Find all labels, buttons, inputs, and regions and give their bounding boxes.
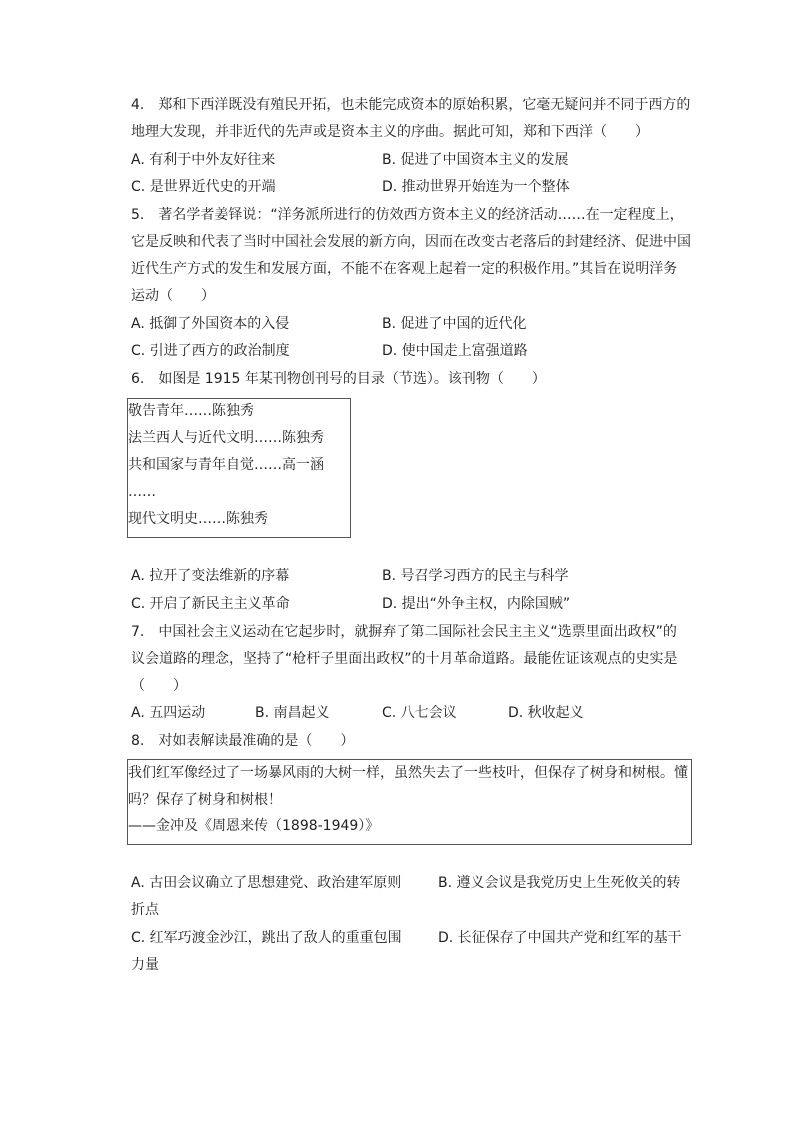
q7-option-b: B. 南昌起义 bbox=[255, 705, 330, 721]
q7-stem-line-1: 7. 中国社会主义运动在它起步时，就摒弃了第二国际社会民主主义“选票里面出政权”的 bbox=[131, 624, 677, 640]
q8-quote-line: 我们红军像经过了一场暴风雨的大树一样，虽然失去了一些枝叶，但保存了树身和树根。懂 bbox=[128, 765, 688, 781]
q6-option-b: B. 号召学习西方的民主与科学 bbox=[382, 568, 569, 584]
q8-option-a: A. 古田会议确立了思想建党、政治建军原则 bbox=[131, 875, 402, 891]
q4-option-a: A. 有利于中外友好往来 bbox=[131, 152, 276, 168]
q7-option-d: D. 秋收起义 bbox=[508, 705, 584, 721]
q8-stem-line-1: 8. 对如表解读最准确的是（ ） bbox=[131, 733, 355, 749]
q5-option-a: A. 抵御了外国资本的入侵 bbox=[131, 316, 290, 332]
q7-option-a: A. 五四运动 bbox=[131, 705, 206, 721]
q6-contents-row: …… bbox=[128, 484, 156, 500]
q8-quote-source: ——金冲及《周恩来传（1898-1949）》 bbox=[128, 818, 380, 834]
q8-option-b: B. 遵义会议是我党历史上生死攸关的转 bbox=[438, 875, 681, 891]
q6-contents-table bbox=[127, 398, 351, 538]
q7-stem-line-3: （ ） bbox=[131, 678, 187, 694]
q8-quote-box bbox=[127, 759, 692, 845]
q6-option-d: D. 提出“外争主权，内除国贼” bbox=[382, 596, 571, 612]
q4-stem-line-1: 4. 郑和下西洋既没有殖民开拓，也未能完成资本的原始积累，它毫无疑问并不同于西方的 bbox=[131, 97, 691, 113]
q5-option-d: D. 使中国走上富强道路 bbox=[382, 343, 528, 359]
q5-stem-line-3: 近代生产方式的发生和发展方面，不能不在客观上起着一定的积极作用。”其旨在说明洋务 bbox=[131, 261, 678, 277]
q5-option-b: B. 促进了中国的近代化 bbox=[382, 316, 527, 332]
q6-stem-line-1: 6. 如图是 1915 年某刊物创刊号的目录（节选）。该刊物（ ） bbox=[131, 371, 546, 387]
q5-stem-line-2: 它是反映和代表了当时中国社会发展的新方向，因而在改变古老落后的封建经济、促进中国 bbox=[131, 234, 691, 250]
q4-option-b: B. 促进了中国资本主义的发展 bbox=[382, 152, 569, 168]
q8-option-c: C. 红军巧渡金沙江，跳出了敌人的重重包围 bbox=[131, 930, 402, 946]
q8-option-d-continued: 力量 bbox=[131, 957, 159, 973]
q5-stem-line-4: 运动（ ） bbox=[131, 288, 215, 304]
q6-contents-row: 共和国家与青年自觉……高一涵 bbox=[128, 457, 324, 473]
q8-option-d: D. 长征保存了中国共产党和红军的基干 bbox=[438, 930, 682, 946]
q4-stem-line-2: 地理大发现，并非近代的先声或是资本主义的序曲。据此可知，郑和下西洋（ ） bbox=[131, 124, 649, 140]
q8-quote-line: 吗？保存了树身和树根！ bbox=[128, 792, 282, 808]
q8-option-b-continued: 折点 bbox=[131, 902, 159, 918]
q4-option-d: D. 推动世界开始连为一个整体 bbox=[382, 179, 570, 195]
q6-option-c: C. 开启了新民主主义革命 bbox=[131, 596, 290, 612]
q6-contents-row: 现代文明史……陈独秀 bbox=[128, 511, 268, 527]
q5-option-c: C. 引进了西方的政治制度 bbox=[131, 343, 290, 359]
q4-option-c: C. 是世界近代史的开端 bbox=[131, 179, 276, 195]
q6-contents-row: 法兰西人与近代文明……陈独秀 bbox=[128, 430, 324, 446]
q6-option-a: A. 拉开了变法维新的序幕 bbox=[131, 568, 290, 584]
q5-stem-line-1: 5. 著名学者姜铎说：“洋务派所进行的仿效西方资本主义的经济活动……在一定程度上， bbox=[131, 207, 684, 223]
q7-stem-line-2: 议会道路的理念，坚持了“枪杆子里面出政权”的十月革命道路。最能佐证该观点的史实是 bbox=[131, 651, 678, 667]
q6-contents-row: 敬告青年……陈独秀 bbox=[128, 403, 254, 419]
q7-option-c: C. 八七会议 bbox=[382, 705, 457, 721]
